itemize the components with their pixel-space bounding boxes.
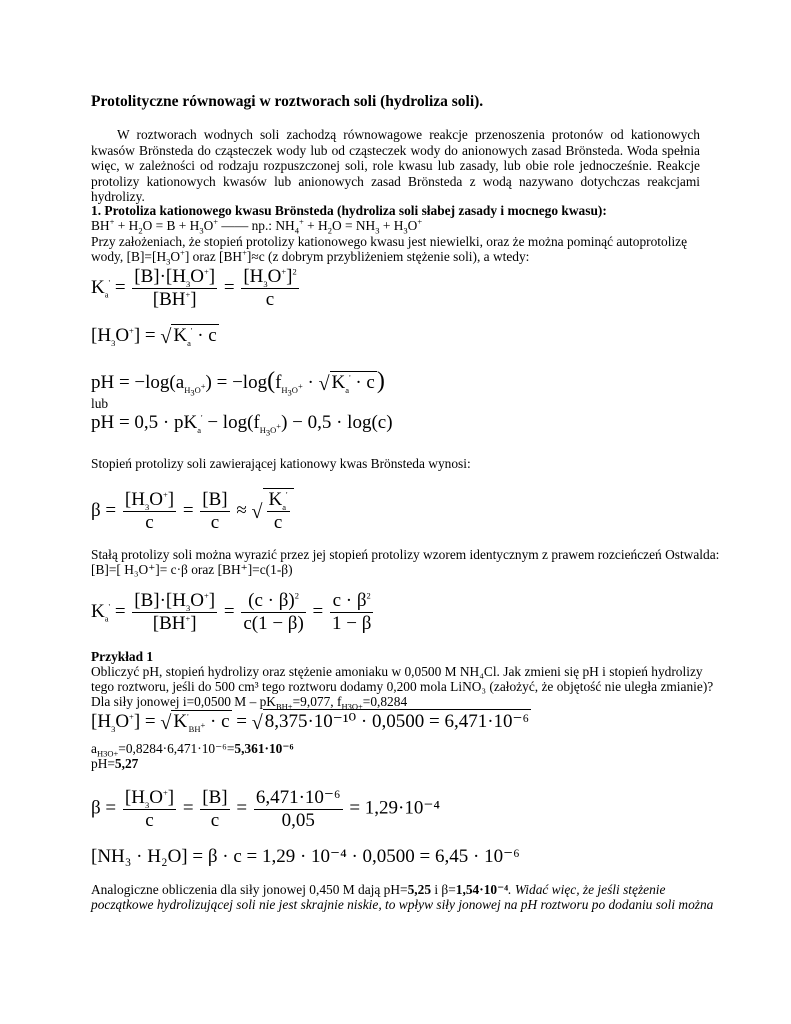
h3o-numeric-value: 8,375·10⁻¹⁰ · 0,0500 = 6,471·10⁻⁶: [264, 711, 530, 732]
ph-result-line: pH=5,27: [91, 756, 139, 771]
h3o-equation: $[H_3O^+]$ = √ $K_a' \cdot c$: [91, 325, 217, 348]
ka-equation: $K_a'$ = $\frac{[B]\cdot[H_3O^+]}{[BH^+]}$ = $\frac{[H_3O^+]^2}{c}$: [91, 266, 297, 310]
beta-numerator: 6,471·10⁻⁶: [255, 787, 341, 808]
beta-equation: β = $\frac{[H_3O^+]}{c}$ = $\frac{[B]}{c}$ ≈ √ $\frac{K_a'}{c}$: [91, 488, 294, 534]
assumption-line-2: wody, $[B]=[H_3O^+]$ oraz [BH+]≈c (z dobrym przybliżeniem stężenie soli), a wtedy:: [91, 247, 530, 267]
example-heading: Przykład 1: [91, 649, 154, 664]
page-title: Protolityczne równowagi w roztworach soli (hydroliza soli).: [91, 93, 484, 110]
reaction-example-label: np.:: [251, 218, 273, 233]
beta-numeric-equation: β = $\frac{[H_3O^+]}{c}$ = $\frac{[B]}{c}$ = $\frac{\text{6,471·10⁻⁶}}{0,05}$ = 1,29·10⁻⁴: [91, 786, 441, 831]
example-line-2: tego roztworu, jeśli do 500 cm³ tego roztworu dodamy 0,200 mola LiNO₃ (założyć, że objętość nie uległa zmianie)?: [91, 679, 714, 694]
example-line-1: Obliczyć pH, stopień hydrolizy oraz stężenie amoniaku w 0,0500 M NH₄Cl. Jak zmieni się pH i stopień hydrolizy: [91, 664, 703, 679]
assumption-line-1: Przy założeniach, że stopień protolizy kationowego kwasu jest niewielki, oraz że można pominąć autoprotolizę: [91, 234, 688, 249]
ostwald-line-2: [B]=[ H₃O⁺]= c·β oraz [BH⁺]=c(1-β): [91, 562, 293, 577]
degree-text: Stopień protolizy soli zawierającej kationowy kwas Brönsteda wynosi:: [91, 456, 471, 471]
ostwald-line-1: Stałą protolizy soli można wyrazić przez jej stopień protolizy wzorem identycznym z prawem rozcieńczeń Ostwalda:: [91, 547, 720, 562]
h3o-numeric-equation: $[H_3O^+]$ = √ $K'_{BH^+} \cdot c$ = √ 8,375·10⁻¹⁰ · 0,0500 = 6,471·10⁻⁶: [91, 711, 530, 734]
lub-label: lub: [91, 396, 109, 411]
example-line-3: Dla siły jonowej i=0,0500 $M - pK_{BH+}=9,077$, $f_{H3O+}=0,8284$: [91, 694, 408, 712]
ph-equation-1: pH = $-\log(a_{H_3O^+}) = -\log(f_{H_3O^+}$ · √ $K_a' \cdot c$): [91, 368, 385, 398]
nh3-equation: [NH₃ · H₂O] = β · c = 1,29 · 10⁻⁴ · 0,0500 = 6,45 · 10⁻⁶: [91, 846, 520, 867]
conclusion-line-1: Analogiczne obliczenia dla siły jonowej 0,450 M dają pH=5,25 i β=1,54·10⁻⁴. Widać więc, że jeśli stężenie: [91, 882, 666, 897]
ka-beta-equation: $K_a'$ = $\frac{[B]\cdot[H_3O^+]}{[BH^+]}$ = $\frac{(c \cdot \beta)^2}{c(1 - \beta)}$ = $\frac{c \cdot \beta^2}{1 - \beta}$: [91, 590, 372, 634]
intro-paragraph: W roztworach wodnych soli zachodzą równowagowe reakcje przenoszenia protonów od kationowych kwasów Brönsteda do cząsteczek wody lub od cząsteczek wody do anionowych zasad Brönsteda. Woda spełnia więc, w zależności od rodzaju rozpuszczonej soli, role kwasu lub zasady, lub obie role jednocześnie. Reakcje protolizy kationowych kwasów lub anionowych zasad Brönsteda z wodą nazywano dotychczas reakcjami hydrolizy.: [91, 127, 700, 204]
activity-value: 5,361·10⁻⁶: [234, 741, 294, 756]
ph-equation-2: pH = $0,5 \cdot pK_a' - \log(f_{H_3O^+}) - 0,5 \cdot \log(c)$: [91, 412, 393, 438]
protolysis-reaction: $BH^+ + H_2O = B + H_3O^+$ —— np.: $NH_4^+ + H_2O = NH_3 + H_3O^+$: [91, 216, 423, 236]
section-1-heading: 1. Protoliza kationowego kwasu Brönsteda (hydroliza soli słabej zasady i mocnego kwasu):: [91, 203, 607, 218]
ph-result-value: 5,27: [114, 756, 139, 771]
beta-denominator: 0,05: [254, 809, 343, 832]
conclusion-line-2: początkowe hydrolizującej soli nie jest skrajnie niskie, to wpływ siły jonowej na pH roztworu po dodaniu soli można: [91, 897, 714, 912]
beta-result: = 1,29·10⁻⁴: [349, 797, 441, 819]
activity-line: $a_{H3O+}=0,8284\cdot 6,471\cdot 10^{-6}=5,361\cdot 10^{-6}$: [91, 741, 294, 759]
